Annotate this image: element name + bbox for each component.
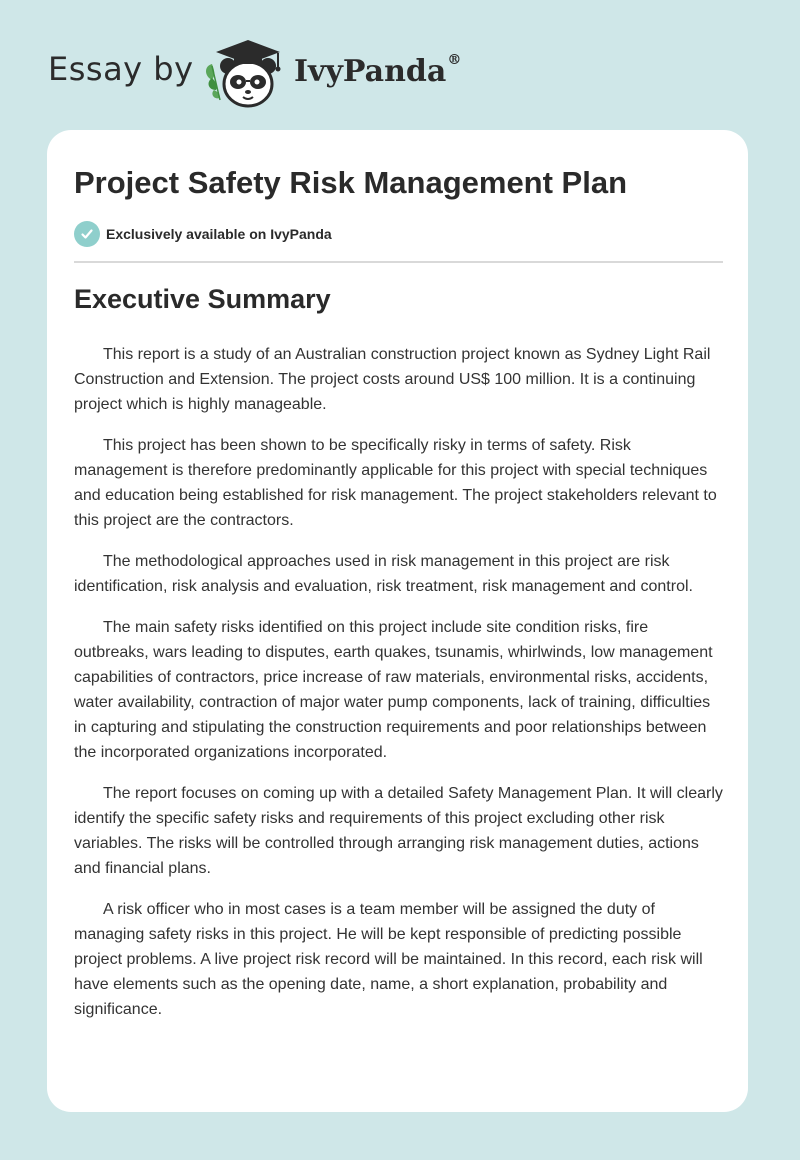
essay-by-label: Essay by [48,50,194,88]
check-icon [74,221,100,247]
body-paragraph: The report focuses on coming up with a detailed Safety Management Plan. It will clearly identify the specific safety risks and requirements of this project excluding other risk variables. The risks will be controlled through arranging risk management duties, actions and financial plans. [74,785,723,877]
section-heading: Executive Summary [74,284,331,314]
body-paragraph: The main safety risks identified on this project include site condition risks, fire outbreaks, wars leading to disputes, earth quakes, tsunamis, whirlwinds, low management capabilities of contractors, price increase of raw materials, environmental risks, accidents, water availability, contraction of major water pump components, lack of training, difficulties in capturing and stipulating the construction requirements and poor relationships between the incorporated organizations incorporated. [74,619,713,761]
divider [74,261,723,263]
brand-name[interactable] [294,54,461,89]
essay-card [47,130,748,1112]
exclusive-badge [74,221,332,247]
body-paragraph: The methodological approaches used in risk management in this project are risk identification, risk analysis and evaluation, risk treatment, risk management and control. [74,553,693,595]
body-paragraph: A risk officer who in most cases is a team member will be assigned the duty of managing safety risks in this project. He will be kept responsible of predicting possible project problems. A live project risk record will be maintained. In this record, each risk will have elements such as the opening date, name, a short explanation, probability and significance. [74,901,703,1018]
exclusive-badge-text: Exclusively available on IvyPanda [106,226,332,242]
ivypanda-logo-icon[interactable] [202,36,294,110]
body-paragraph: This report is a study of an Australian construction project known as Sydney Light Rail Construction and Extension. The project costs around US$ 100 million. It is a continuing project which is highly manageable. [74,346,711,413]
registered-mark: ® [447,52,462,68]
brand-name-text: IvyPanda [294,54,447,89]
site-header [48,36,748,116]
essay-body [74,342,724,1038]
page-title: Project Safety Risk Management Plan [74,165,628,200]
body-paragraph: This project has been shown to be specifically risky in terms of safety. Risk management is therefore predominantly applicable for this project with special techniques and education being established for risk management. The project stakeholders relevant to this project are the contractors. [74,437,717,529]
